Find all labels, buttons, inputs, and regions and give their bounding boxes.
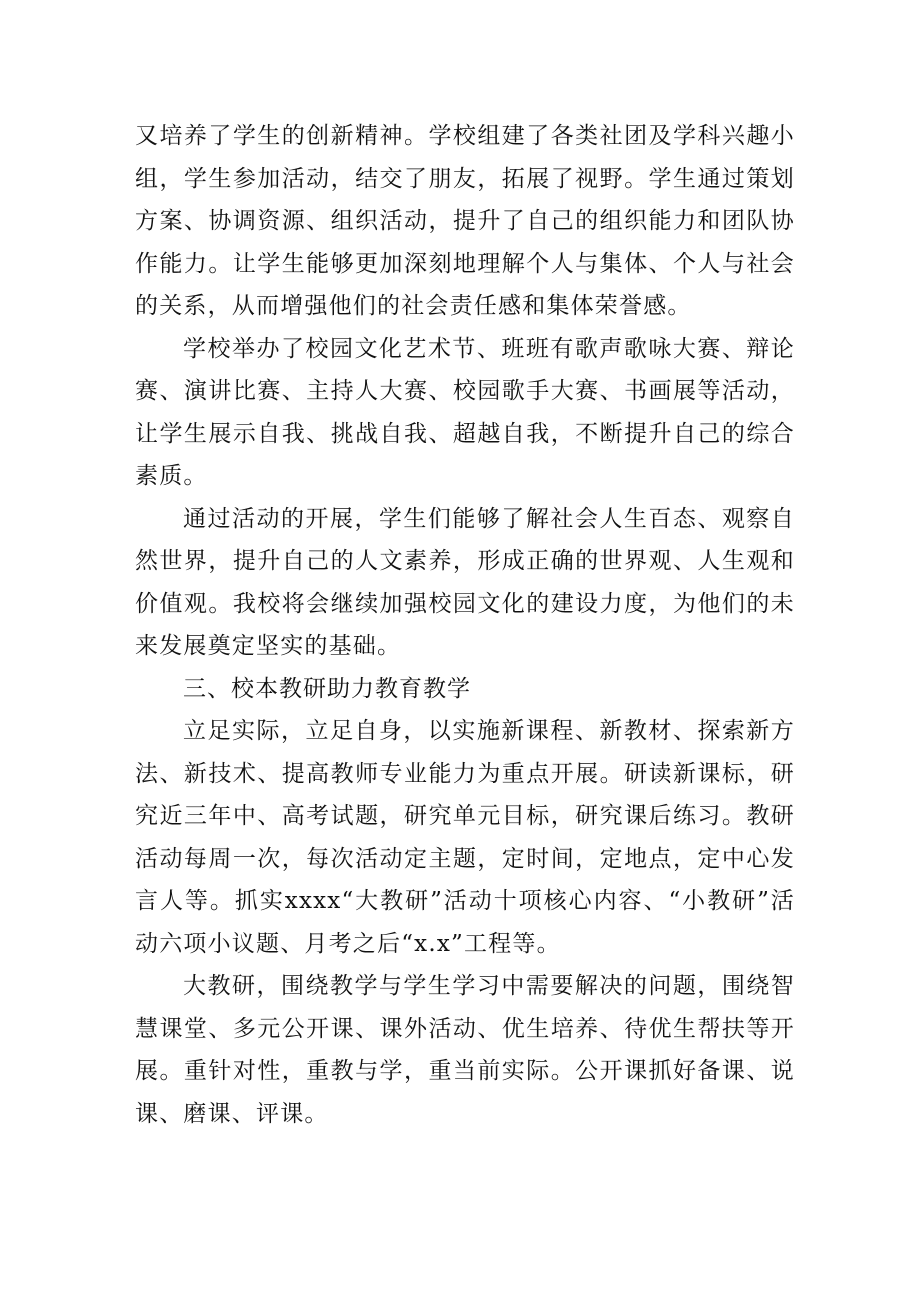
document-body — [135, 115, 795, 1135]
paragraph-teaching-research: 立足实际，立足自身，以实施新课程、新教材、探索新方法、新技术、提高教师专业能力为重点开展。研读新课标，研究近三年中、高考试题，研究单元目标，研究课后练习。教研活动每周一次，每次活动定主题，定时间，定地点，定中心发言人等。抓实xxxx“大教研”活动十项核心内容、“小教研”活动六项小议题、月考之后“x.x”工程等。 — [135, 718, 795, 957]
paragraph-cultural-activities: 学校举办了校园文化艺术节、班班有歌声歌咏大赛、辩论赛、演讲比赛、主持人大赛、校园歌手大赛、书画展等活动，让学生展示自我、挑战自我、超越自我，不断提升自己的综合素质。 — [135, 335, 795, 489]
paragraph-big-research: 大教研，围绕教学与学生学习中需要解决的问题，围绕智慧课堂、多元公开课、课外活动、优生培养、待优生帮扶等开展。重针对性，重教与学，重当前实际。公开课抓好备课、说课、磨课、评课。 — [135, 973, 795, 1127]
paragraph-continued: 又培养了学生的创新精神。学校组建了各类社团及学科兴趣小组，学生参加活动，结交了朋友，拓展了视野。学生通过策划方案、协调资源、组织活动，提升了自己的组织能力和团队协作能力。让学生能够更加深刻地理解个人与集体、个人与社会的关系，从而增强他们的社会责任感和集体荣誉感。 — [135, 123, 795, 319]
section-heading: 三、校本教研助力教育教学 — [183, 675, 471, 702]
paragraph-activity-outcomes: 通过活动的开展，学生们能够了解社会人生百态、观察自然世界，提升自己的人文素养，形成正确的世界观、人生观和价值观。我校将会继续加强校园文化的建设力度，为他们的未来发展奠定坚实的基础。 — [135, 505, 795, 659]
